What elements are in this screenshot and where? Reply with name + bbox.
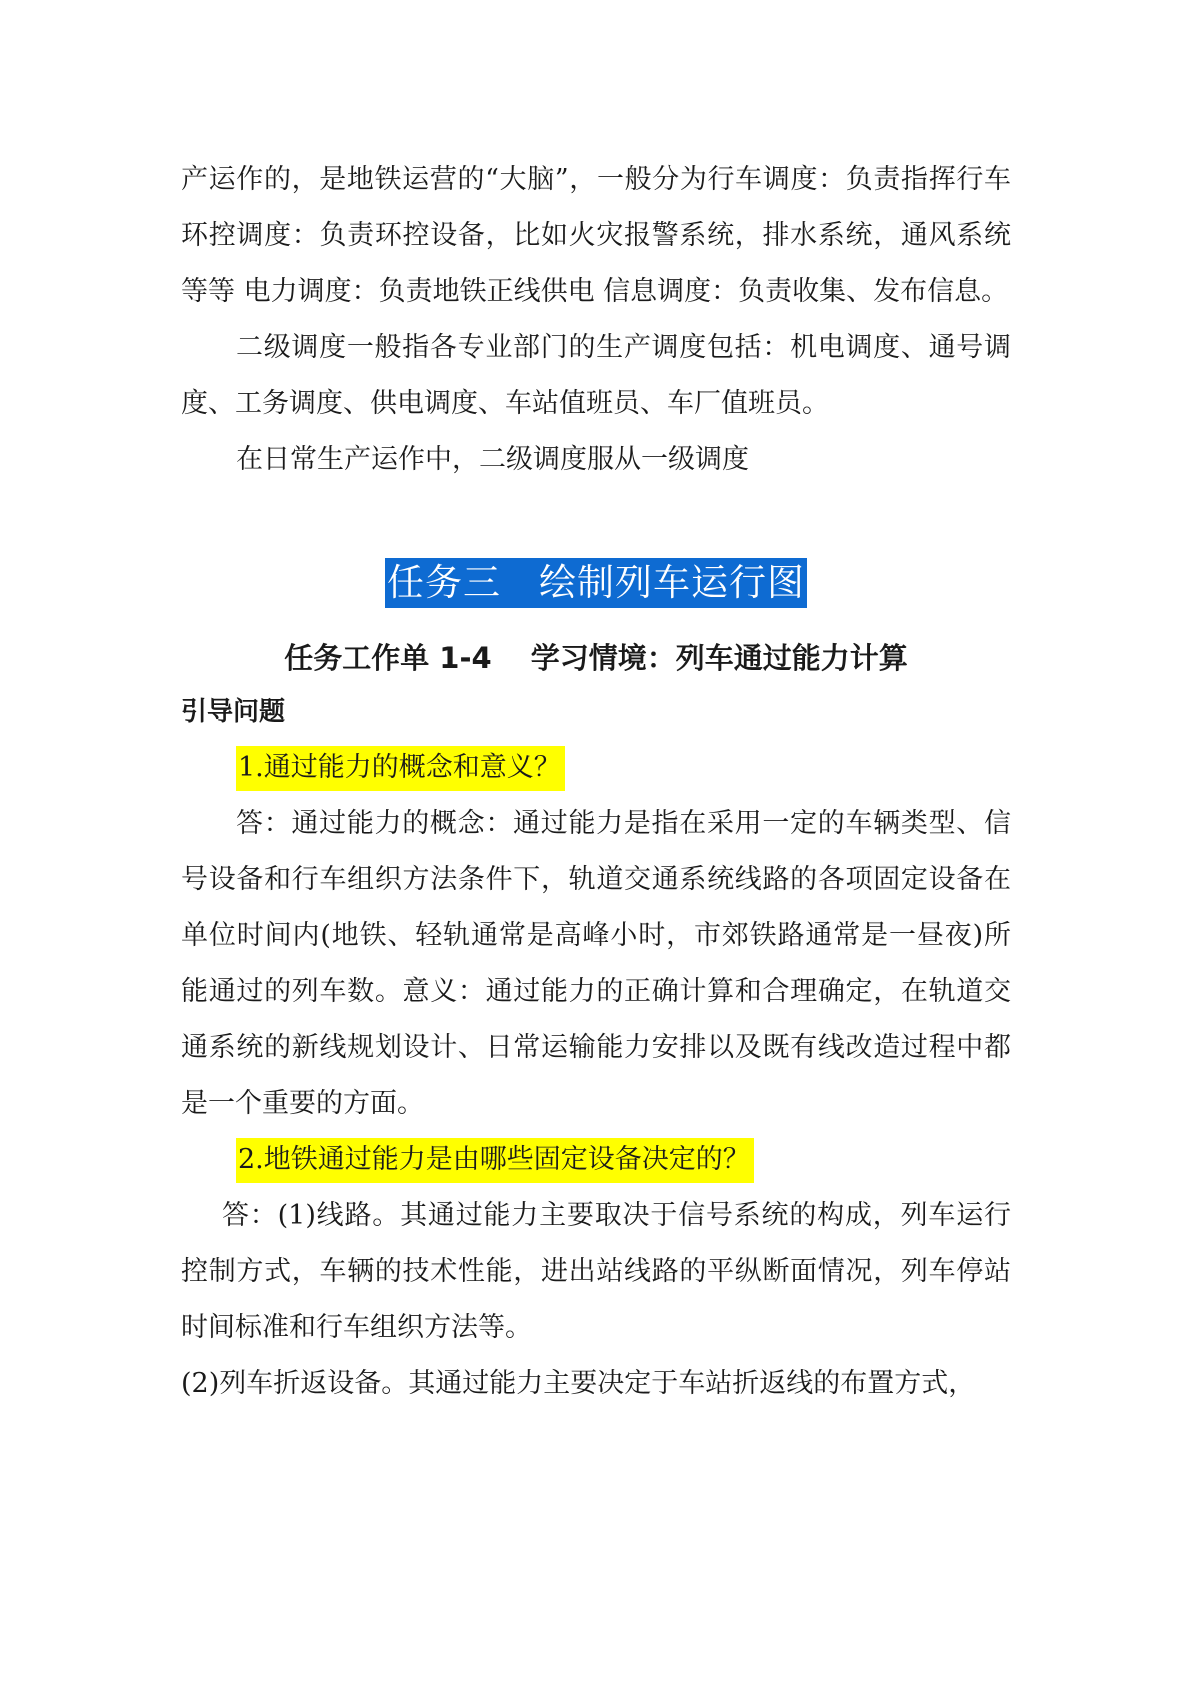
answer-1: 答：通过能力的概念：通过能力是指在采用一定的车辆类型、信号设备和行车组织方法条件下，轨道交通系统线路的各项固定设备在单位时间内(地铁、轻轨通常是高峰小时，市郊铁路通常是一昼夜)所能通过的列车数。意义：通过能力的正确计算和合理确定，在轨道交通系统的新线规划设计、日常运输能力安排以及既有线改造过程中都是一个重要的方面。 [181,808,1011,1119]
section-heading-container [181,558,1011,614]
worksheet-title: 任务工作单 1-4 学习情境：列车通过能力计算 [284,641,908,675]
question-2 [181,1132,1011,1188]
question-2-text: 2.地铁通过能力是由哪些固定设备决定的？ [236,1138,754,1183]
page-content [181,152,1011,1412]
section-heading: 任务三 绘制列车运行图 [385,558,807,608]
paragraph-dispatch-types: 产运作的，是地铁运营的“大脑”，一般分为行车调度：负责指挥行车 环控调度：负责环控设备，比如火灾报警系统，排水系统，通风系统等等 电力调度：负责地铁正线供电 信息调度：负责收集、发布信息。 [181,164,1011,307]
answer-2-continued: (2)列车折返设备。其通过能力主要决定于车站折返线的布置方式， [181,1368,976,1399]
question-1 [181,740,1011,796]
answer-2: 答：(1)线路。其通过能力主要取决于信号系统的构成，列车运行控制方式，车辆的技术性能，进出站线路的平纵断面情况，列车停站时间标准和行车组织方法等。 [181,1200,1011,1343]
paragraph-dispatch-hierarchy: 在日常生产运作中，二级调度服从一级调度 [236,444,749,475]
paragraph-secondary-dispatch: 二级调度一般指各专业部门的生产调度包括：机电调度、通号调度、工务调度、供电调度、车站值班员、车厂值班员。 [181,332,1011,419]
guiding-questions-label: 引导问题 [181,697,286,727]
question-1-text: 1.通过能力的概念和意义？ [236,746,565,791]
